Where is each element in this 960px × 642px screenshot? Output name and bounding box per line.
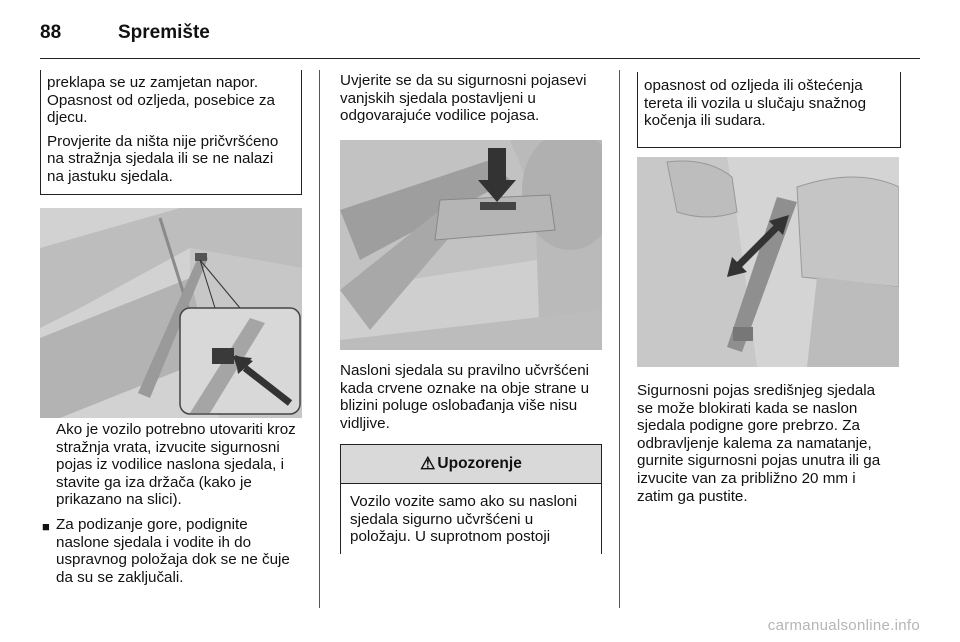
warning-line: sjedala sigurno učvršćeni u — [350, 510, 534, 528]
paragraph-line: kada crvene oznake na obje strane u — [340, 379, 590, 397]
seatbelt-guide-illustration — [40, 208, 302, 418]
bullet-marker: ■ — [42, 519, 50, 534]
warning-box — [340, 444, 602, 554]
warning-continuation-box — [40, 70, 302, 195]
bullet-item — [56, 516, 306, 586]
page-header — [40, 12, 920, 60]
column-divider-1 — [319, 70, 320, 608]
center-belt-paragraph — [637, 382, 907, 505]
paragraph-line: Nasloni sjedala su pravilno učvršćeni — [340, 362, 590, 379]
box-line: djecu. — [47, 109, 88, 127]
paragraph-line: odbravljenje kalema za namatanje, — [637, 434, 872, 452]
caption-line: Ako je vozilo potrebno utovariti kroz — [56, 421, 296, 438]
caption-line: pojas iz vodilice naslona sjedala, i — [56, 456, 284, 474]
bullet-line: uspravnog položaja dok se ne čuje — [56, 551, 290, 569]
figure-caption — [56, 421, 306, 509]
page-number: 88 — [40, 22, 62, 43]
warning-header — [341, 445, 601, 484]
header-rule — [40, 58, 920, 59]
section-title: Spremište — [118, 22, 210, 43]
paragraph-line: vidljive. — [340, 414, 390, 432]
box-line: Opasnost od ozljeda, posebice za — [47, 91, 275, 109]
box-line: opasnost od ozljeda ili oštećenja — [644, 77, 863, 94]
paragraph-line: izvucite van za približno 20 mm i — [637, 469, 856, 487]
box-line: Provjerite da ništa nije pričvršćeno — [47, 132, 279, 150]
box-line: na jastuku sjedala. — [47, 167, 173, 185]
paragraph-line: sjedala podigne gore prebrzo. Za — [637, 417, 860, 435]
paragraph-line: Sigurnosni pojas središnjeg sjedala — [637, 382, 876, 399]
box-line: tereta ili vozila u slučaju snažnog — [644, 94, 867, 112]
warning-line: položaju. U suprotnom postoji — [350, 528, 551, 546]
watermark: carmanualsonline.info — [767, 617, 920, 634]
intro-line: odgovarajuće vodilice pojasa. — [340, 107, 540, 125]
bullet-line: Za podizanje gore, podignite — [56, 516, 248, 533]
box-line: kočenja ili sudara. — [644, 112, 766, 130]
intro-line: vanjskih sjedala postavljeni u — [340, 89, 536, 107]
box-line: preklapa se uz zamjetan napor. — [47, 74, 259, 91]
caption-line: stražnja vrata, izvucite sigurnosni — [56, 438, 280, 456]
warning-title: Upozorenje — [437, 455, 522, 472]
column-divider-2 — [619, 70, 620, 608]
paragraph-line: se može blokirati kada se naslon — [637, 399, 858, 417]
warning-body — [341, 484, 601, 555]
belt-guide-arrow-illustration — [340, 140, 602, 350]
warning-line: Vozilo vozite samo ako su nasloni — [350, 493, 578, 510]
center-belt-illustration — [637, 157, 899, 367]
box-line: na stražnja sjedala ili se ne nalazi — [47, 150, 274, 168]
paragraph-line: blizini poluge oslobađanja više nisu — [340, 397, 578, 415]
bullet-line: da su se zaključali. — [56, 568, 184, 586]
caption-line: stavite ga iza držača (kako je — [56, 473, 252, 491]
caption-line: prikazano na slici). — [56, 491, 182, 509]
paragraph-line: gurnite sigurnosni pojas unutra ili ga — [637, 452, 881, 470]
paragraph-line: zatim ga pustite. — [637, 487, 748, 505]
warning-icon: ⚠ — [420, 454, 436, 473]
bullet-line: naslone sjedala i vodite ih do — [56, 533, 252, 551]
intro-paragraph — [340, 72, 605, 125]
seatback-paragraph — [340, 362, 608, 432]
intro-line: Uvjerite se da su sigurnosni pojasevi — [340, 72, 587, 89]
warning-continuation-box-2 — [637, 72, 901, 148]
